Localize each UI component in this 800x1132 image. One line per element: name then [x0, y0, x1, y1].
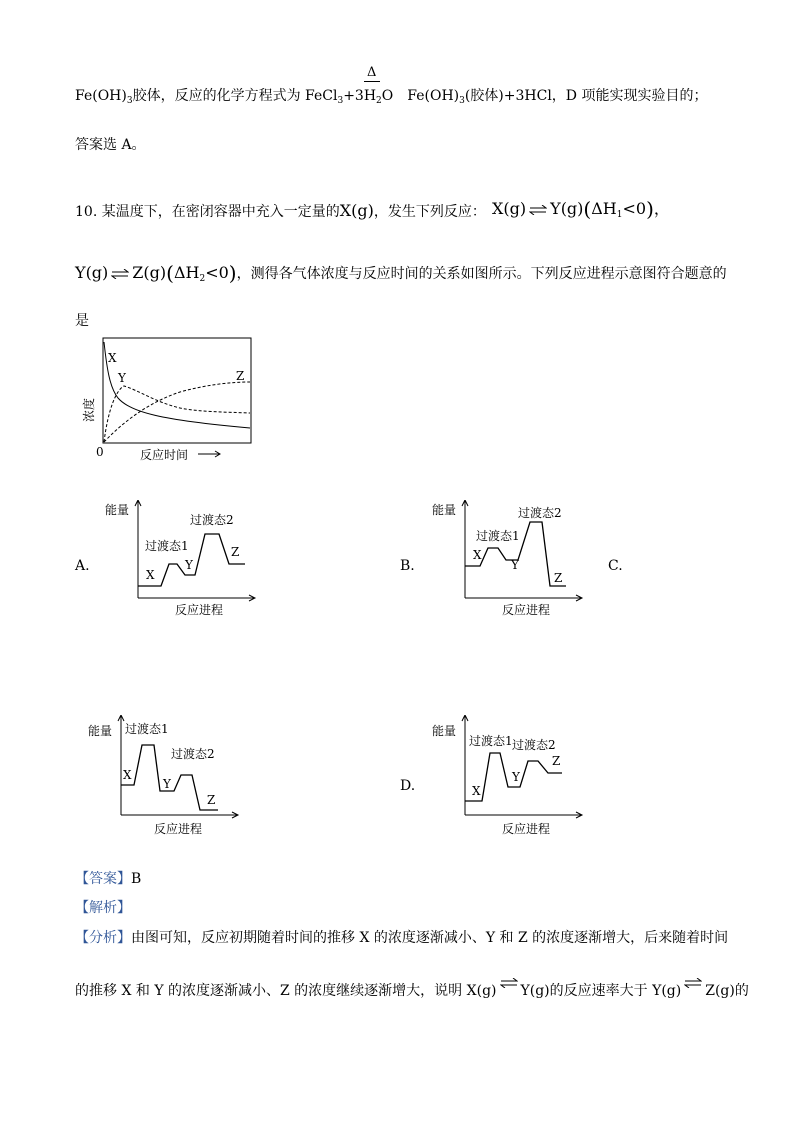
option-b-diagram	[432, 500, 592, 620]
heat-bar	[364, 81, 380, 82]
series-z-label: Z	[236, 369, 245, 383]
equilibrium-arrow-icon	[684, 978, 702, 988]
question-10-line-3: 是	[75, 313, 89, 329]
energy-label: 能量	[88, 724, 113, 738]
series-z-curve	[104, 382, 250, 442]
analysis-line-2: 的推移 X 和 Y 的浓度逐渐减小、Z 的浓度继续逐渐增大，说明 X(g) Y(g)的反应速率大于 Y(g) Z(g)的	[75, 982, 749, 1000]
series-y-curve	[104, 386, 250, 442]
origin-label: 0	[96, 445, 104, 459]
energy-label: 能量	[105, 503, 130, 517]
option-d-diagram	[432, 715, 592, 840]
option-b-letter: B.	[400, 558, 415, 574]
y-label: Y	[185, 558, 193, 572]
energy-label: 能量	[432, 503, 457, 517]
option-c-letter: C.	[608, 558, 623, 574]
z-label: Z	[554, 571, 563, 585]
x-axis-label: 反应进程	[154, 822, 203, 836]
reaction-1-equation: X(g) $Y(g)(\Delta H_1<0)$，	[492, 197, 670, 221]
y-label: Y	[512, 770, 520, 784]
z-label: Z	[231, 545, 240, 559]
ts1-label: 过渡态1	[145, 539, 189, 553]
answer-line: 【答案】B	[75, 871, 142, 887]
x-axis-label: 反应进程	[502, 603, 551, 617]
analysis-tag: 【解析】	[75, 900, 131, 916]
ts2-label: 过渡态2	[190, 513, 234, 527]
equilibrium-arrow-icon	[111, 269, 129, 279]
solution-line-1: $Fe(OH)_3$胶体，反应的化学方程式为 $FeCl_3+3H_2O$ $Fe(OH)_3$(胶体)+3HCl，D 项能实现实验目的；	[75, 88, 708, 106]
question-10-line-2: Y(g) $Z(g)(\Delta H_2<0)$，测得各气体浓度与反应时间的关系如图所示。下列反应进程示意图符合题意的	[75, 261, 727, 285]
ts2-label: 过渡态2	[171, 747, 215, 761]
x-label: X	[473, 548, 482, 562]
y-label: Y	[511, 558, 519, 572]
option-a-letter: A.	[75, 558, 90, 574]
chart-frame	[103, 338, 251, 443]
equilibrium-arrow-icon	[529, 205, 547, 215]
question-10-line-1: 10. 某温度下，在密闭容器中充入一定量的X(g)，发生下列反应：	[75, 201, 486, 220]
x-axis-label: 反应时间	[140, 448, 189, 462]
delta-symbol: Δ	[367, 65, 377, 80]
ts2-label: 过渡态2	[518, 506, 562, 520]
series-x-curve	[104, 342, 250, 428]
series-x-label: X	[108, 351, 117, 365]
y-axis-label: 浓度	[82, 397, 96, 422]
option-d-letter: D.	[400, 778, 416, 794]
equilibrium-arrow-icon	[500, 978, 518, 988]
concentration-time-chart	[80, 330, 270, 465]
z-label: Z	[207, 793, 216, 807]
ts2-label: 过渡态2	[512, 738, 556, 752]
ts1-label: 过渡态1	[469, 734, 513, 748]
x-axis-label: 反应进程	[175, 603, 224, 617]
x-label: X	[146, 568, 155, 582]
series-y-label: Y	[118, 371, 126, 385]
y-label: Y	[163, 777, 171, 791]
ts1-label: 过渡态1	[476, 529, 520, 543]
analysis-line-1: 【分析】由图可知，反应初期随着时间的推移 X 的浓度逐渐减小、Y 和 Z 的浓度逐渐增大，后来随着时间	[75, 930, 729, 946]
x-label: X	[123, 768, 132, 782]
solution-line-2: 答案选 A。	[75, 137, 146, 153]
z-label: Z	[552, 754, 561, 768]
ts1-label: 过渡态1	[125, 722, 169, 736]
option-c-diagram	[88, 715, 248, 840]
x-label: X	[472, 784, 481, 798]
energy-label: 能量	[432, 724, 457, 738]
x-axis-label: 反应进程	[502, 822, 551, 836]
option-a-diagram	[105, 500, 265, 620]
